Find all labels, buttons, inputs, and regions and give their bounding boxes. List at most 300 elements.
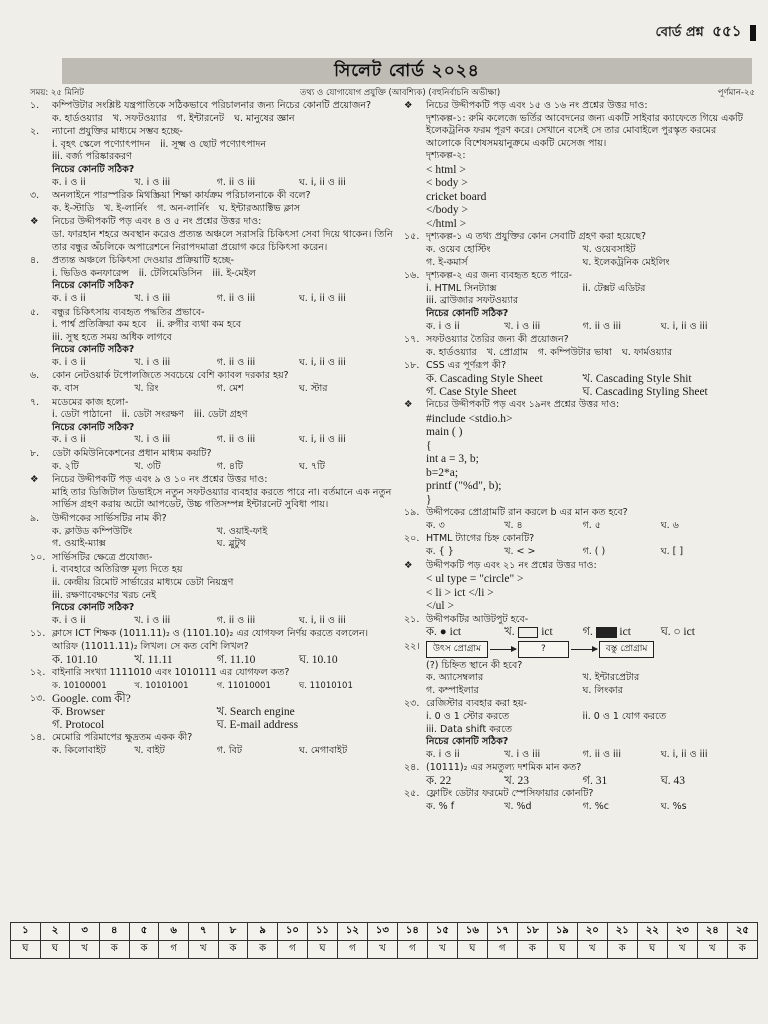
question-1	[30, 100, 395, 125]
question-number: ১৫.	[404, 231, 420, 243]
question-11	[30, 628, 395, 666]
question-text: দৃশ্যকল্প-২ এর জন্য ব্যবহৃত হতে পারে-	[426, 270, 573, 282]
question-number: ১৭.	[404, 334, 420, 346]
statement: ii. টেক্সট এডিটর	[582, 282, 646, 294]
option: ক. Cascading Style Sheet	[426, 373, 543, 385]
option: খ. ই-লার্নিং	[104, 202, 148, 214]
option: ঘ. মানুষের জ্ঞান	[234, 112, 295, 124]
options	[52, 383, 395, 396]
answer-value-cell: ক	[218, 941, 248, 959]
exam-subheader	[30, 86, 755, 99]
option: ক. ই-স্টাডি	[52, 202, 95, 214]
option: ক. ২টি	[52, 460, 79, 472]
statements	[426, 711, 752, 724]
answer-number-cell: ১৫	[427, 923, 457, 941]
code-line: b=2*a;	[426, 466, 459, 479]
answer-number-cell: ২০	[577, 923, 607, 941]
answer-value-cell: ঘ	[11, 941, 41, 959]
code-line: #include <stdio.h>	[426, 412, 513, 425]
answer-value-cell: ঘ	[40, 941, 70, 959]
option: ঘ. [ ]	[660, 546, 684, 558]
option-word: ict	[619, 626, 631, 639]
answer-value-cell: খ	[188, 941, 218, 959]
prompt: নিচের কোনটি সঠিক?	[52, 163, 135, 175]
stimulus-19	[404, 399, 752, 412]
question-text: মেমোরি পরিমাপের ক্ষুদ্রতম একক কী?	[52, 732, 193, 744]
answer-value-cell: ঘ	[637, 941, 667, 959]
code-line: < ul type = "circle" >	[426, 573, 524, 586]
option-word: ict	[449, 626, 462, 639]
question-number: ২৩.	[404, 698, 420, 710]
options	[52, 615, 395, 628]
statement: i. 0 ও 1 স্টোর করতে	[426, 710, 510, 722]
option: ক. i ও ii	[52, 614, 86, 626]
option: গ. ii ও iii	[582, 748, 621, 760]
question-5	[30, 307, 395, 370]
option: গ. ওয়াই-ম্যাক্স	[52, 538, 106, 550]
option: খ. ওয়েবসাইট	[582, 244, 636, 256]
option: গ. ii ও iii	[216, 292, 256, 304]
question-text: (10111)₂ এর সমতুল্য দশমিক মান কত?	[426, 762, 582, 774]
prompt: নিচের কোনটি সঠিক?	[426, 736, 509, 748]
answer-number-cell: ২	[40, 923, 70, 941]
arrow-right-icon	[571, 649, 597, 650]
option: ঘ. i, ii ও iii	[298, 292, 346, 304]
question-19	[404, 507, 752, 532]
option-word: ict	[683, 626, 695, 639]
option: গ. ii ও iii	[216, 356, 256, 368]
option: ঘ. 10.10	[298, 653, 338, 666]
answer-value-cell: ঘ	[457, 941, 487, 959]
code-line: main ( )	[426, 426, 463, 439]
source-program-box: উৎস প্রোগ্রাম	[426, 641, 488, 658]
prompt: নিচের কোনটি সঠিক?	[52, 280, 135, 292]
option: গ. ৪টি	[216, 460, 243, 472]
code-line: cricket board	[426, 190, 487, 203]
question-10	[30, 552, 395, 628]
question-8	[30, 448, 395, 473]
prompt: নিচের কোনটি সঠিক?	[52, 602, 135, 614]
bullet-icon: ❖	[404, 559, 413, 571]
options	[426, 520, 752, 533]
answer-value-cell: খ	[697, 941, 727, 959]
answer-value-cell: ক	[607, 941, 637, 959]
stimulus-label: দৃশ্যকল্প-২:	[426, 150, 466, 162]
option-label: ঘ.	[660, 626, 671, 639]
question-text: CSS এর পূর্ণরূপ কী?	[426, 360, 507, 372]
question-number: ১৯.	[404, 507, 420, 519]
answer-value-cell: ঘ	[307, 941, 337, 959]
statement: iii. Data shift করতে	[426, 723, 513, 735]
statement: iii. ব্রাউজার সফটওয়্যার	[426, 295, 519, 307]
option: ঘ. ৭টি	[298, 460, 325, 472]
stimulus-instruction: উদ্দীপকটি পড় এবং ২১ নং প্রশ্নের উত্তর দাও:	[426, 559, 597, 571]
stimulus-15-16	[404, 100, 752, 163]
c-code-block	[404, 413, 752, 508]
options	[52, 177, 395, 190]
question-24	[404, 762, 752, 787]
option: গ. ii ও iii	[216, 614, 256, 626]
answer-number-cell: ২৪	[697, 923, 727, 941]
answer-number-cell: ৮	[218, 923, 248, 941]
stimulus-21	[404, 560, 752, 573]
question-22	[404, 641, 752, 697]
statements	[52, 268, 395, 281]
option: ক. হার্ডওয়্যার	[52, 112, 103, 124]
question-text: Google. com কী?	[52, 693, 131, 706]
question-number: ২৫.	[404, 788, 420, 800]
option: খ. প্রোগ্রাম	[486, 346, 528, 358]
option: গ. মেশ	[216, 383, 244, 395]
option: গ. ৫	[582, 519, 601, 531]
bullet-icon: ❖	[404, 399, 413, 411]
option: খ. Cascading Style Shit	[582, 373, 692, 385]
answer-number-cell: ১২	[337, 923, 367, 941]
option: খ. Search engine	[216, 705, 295, 718]
option: ঘ. i, ii ও iii	[298, 614, 346, 626]
question-text: উদ্দীপকের সার্ভিসটির নাম কী?	[52, 513, 167, 524]
option: ক. i ও ii	[52, 292, 86, 304]
code-line: < li > ict </li >	[426, 586, 494, 599]
options	[52, 434, 395, 447]
answer-number-cell: ১	[11, 923, 41, 941]
stimulus-body: মাহি তার ডিজিটাল ডিভাইসে নতুন সফটওয়্যার ব্যবহার করতে পারে না। বর্তমানে এক নতুন সার্ভিস গ্রহণ করায় অটো আপডেট, উচ্চ গতিসম্পন্ন ইন্টারনেট সুবিধা পায়।	[52, 486, 392, 511]
statement: ii. ডেটা সংরক্ষণ	[121, 409, 184, 421]
question-text: বন্ধুর চিকিৎসায় ব্যবহৃত পদ্ধতির প্রভাবে-	[52, 306, 205, 318]
answer-number-cell: ২১	[607, 923, 637, 941]
code-line: < body >	[426, 177, 468, 190]
option: ক. 101.10	[52, 653, 98, 666]
answer-value-cell: গ	[397, 941, 427, 959]
statement: ii. রুগীর ব্যথা কম হবে	[156, 319, 242, 331]
question-6	[30, 370, 395, 395]
option: গ. বিট	[216, 744, 243, 756]
option	[504, 626, 582, 639]
option: খ. 10101001	[134, 680, 189, 691]
option-label: খ.	[504, 626, 515, 639]
option	[426, 626, 504, 639]
option-label: গ.	[582, 626, 593, 639]
statement: ii. কেন্দ্রীয় রিমোট সার্ভারের মাধ্যমে ডেটা নিয়ন্ত্রণ	[52, 576, 234, 588]
question-number: ৫.	[30, 306, 40, 318]
option-word: ict	[541, 626, 553, 639]
question-number: ১৪.	[30, 732, 46, 744]
answer-number-cell: ১৯	[547, 923, 577, 941]
option: গ. কম্পাইলার	[426, 684, 479, 696]
question-number: ৯.	[30, 513, 40, 524]
filled-square-icon	[596, 627, 617, 638]
option: ক. 10100001	[52, 680, 107, 691]
answer-value-cell: গ	[337, 941, 367, 959]
code-line: printf ("%d", b);	[426, 480, 502, 493]
question-text: দৃশ্যকল্প-১ এ তথ্য প্রযুক্তির কোন সেবাটি গ্রহণ করা হয়েছে?	[426, 231, 647, 243]
option: গ. Case Style Sheet	[426, 385, 517, 398]
options	[426, 244, 752, 269]
prompt: নিচের কোনটি সঠিক?	[52, 421, 135, 433]
option: ক. কিলোবাইট	[52, 744, 106, 756]
code-line: </html >	[426, 217, 467, 230]
answer-number-cell: ১১	[307, 923, 337, 941]
question-number: ২১.	[404, 613, 420, 625]
question-number: ১৬.	[404, 270, 420, 282]
left-column	[30, 100, 395, 758]
question-number: ৬.	[30, 370, 40, 382]
option: গ. 11.10	[216, 653, 256, 666]
question-text: মডেমের কাজ হলো-	[52, 396, 129, 408]
question-text: কম্পিউটার সংশ্লিষ্ট যন্ত্রপাতিকে সঠিকভাবে পরিচালনার জন্য নিচের কোনটি প্রয়োজন?	[52, 100, 372, 111]
option: ক. ওয়েব হোস্টিং	[426, 244, 491, 256]
page-header	[655, 20, 756, 45]
answer-number-cell: ১৩	[367, 923, 397, 941]
option: খ. %d	[504, 801, 532, 813]
stimulus-instruction: নিচের উদ্দীপকটি পড় এবং ৯ ও ১০ নং প্রশ্নের উত্তর দাও:	[52, 474, 268, 486]
options	[426, 626, 752, 639]
question-18	[404, 360, 752, 398]
answer-number-cell: ২৫	[727, 923, 757, 941]
option: খ. i ও iii	[134, 356, 171, 368]
option: খ. i ও iii	[504, 320, 541, 332]
question-7	[30, 397, 395, 447]
answer-value-cell: ক	[129, 941, 159, 959]
statements	[52, 139, 395, 152]
option: খ. বাইট	[134, 744, 165, 756]
options	[52, 654, 395, 667]
question-text: (?) চিহ্নিত স্থানে কী হবে?	[426, 659, 523, 671]
statement: iii. বর্জ্য পরিষ্কারকরণ	[52, 151, 132, 163]
question-text: ডেটা কমিউনিকেশনের প্রধান মাধ্যম কয়টি?	[52, 448, 212, 460]
option: খ. ৩টি	[134, 460, 161, 472]
unknown-box: ?	[518, 641, 569, 658]
option: ঘ. i, ii ও iii	[660, 320, 708, 332]
empty-square-icon	[518, 627, 539, 638]
answer-value-cell: ক	[99, 941, 129, 959]
option: ঘ. i, ii ও iii	[660, 748, 708, 760]
header-label: বোর্ড প্রশ্ন	[655, 25, 704, 40]
options	[52, 293, 395, 306]
option: ক. 22	[426, 774, 452, 787]
code-line: {	[426, 439, 432, 452]
statements	[426, 283, 752, 296]
option: গ. কম্পিউটার ভাষা	[537, 346, 612, 358]
code-line: < html >	[426, 163, 466, 176]
option: গ. Protocol	[52, 718, 105, 731]
question-2	[30, 126, 395, 189]
question-4	[30, 255, 395, 305]
code-line: int a = 3, b;	[426, 453, 479, 466]
answer-number-cell: ৩	[70, 923, 100, 941]
question-15	[404, 231, 752, 269]
question-text: সার্ভিসটির ক্ষেত্রে প্রযোজ্য-	[52, 551, 153, 563]
option: ক. i ও ii	[52, 434, 86, 446]
option: ক. { }	[426, 546, 454, 558]
answer-number-cell: ৯	[248, 923, 278, 941]
stimulus-9-10	[30, 474, 395, 512]
option: খ. i ও iii	[504, 748, 541, 760]
options	[52, 745, 395, 758]
answer-number-cell: ৫	[129, 923, 159, 941]
arrow-right-icon	[490, 649, 516, 650]
options	[426, 801, 752, 814]
option: ঘ. i, ii ও iii	[298, 176, 346, 188]
options	[52, 706, 395, 731]
option: ক. i ও ii	[52, 356, 86, 368]
option: গ. ii ও iii	[582, 320, 621, 332]
option: গ. ইন্টারনেট	[176, 112, 225, 124]
option: খ. i ও iii	[134, 434, 171, 446]
statement: iii. সুস্থ হতে সময় অধিক লাগবে	[52, 331, 172, 343]
bullet-icon: ❖	[30, 216, 39, 228]
option	[661, 626, 739, 639]
answer-number-row	[11, 923, 758, 941]
option: ঘ. ফার্মওয়্যার	[621, 346, 673, 358]
answer-value-cell: ঘ	[547, 941, 577, 959]
option: ঘ. 11010101	[298, 680, 353, 691]
answer-key-table	[10, 922, 758, 959]
answer-number-cell: ১৬	[457, 923, 487, 941]
question-number: ১১.	[30, 628, 46, 640]
answer-value-cell: খ	[427, 941, 457, 959]
statement: i. বৃহৎ স্কেলে পণ্যোৎপাদন	[52, 138, 151, 150]
option: গ. ই-কমার্স	[426, 256, 468, 268]
option: ঘ. ইন্টারঅ্যাক্টিভ ক্লাস	[219, 202, 301, 214]
answer-number-cell: ১০	[277, 923, 307, 941]
question-9	[30, 513, 395, 551]
option: ক. ক্লাউড কম্পিউটিং	[52, 525, 133, 537]
code-line: }	[426, 493, 432, 506]
option: ঘ. মেগাবাইট	[298, 744, 348, 756]
statement: iii. রক্ষণাবেক্ষণের খরচ নেই	[52, 589, 157, 601]
option: খ. i ও iii	[134, 614, 171, 626]
option: ক. i ও ii	[52, 176, 86, 188]
options	[52, 113, 395, 126]
prompt: নিচের কোনটি সঠিক?	[426, 308, 509, 320]
option: খ. ৪	[504, 519, 523, 531]
question-text: প্রত্যন্ত অঞ্চলে চিকিৎসা দেওয়ার প্রক্রিয়াটি হচ্ছে-	[52, 255, 235, 267]
answer-value-cell: খ	[667, 941, 697, 959]
question-number: ১২.	[30, 667, 46, 679]
statement: ii. 0 ও 1 যোগ করতে	[582, 710, 667, 722]
answer-value-cell: গ	[487, 941, 517, 959]
translation-flow-diagram	[426, 641, 752, 658]
answer-number-cell: ১৭	[487, 923, 517, 941]
option: খ. i ও iii	[134, 176, 171, 188]
question-17	[404, 334, 752, 359]
question-21	[404, 614, 752, 639]
question-text: অনলাইনে পারস্পরিক মিথস্ক্রিয়া শিক্ষা কার্যক্রম পরিচালনাকে কী বলে?	[52, 190, 311, 202]
options	[52, 461, 395, 474]
option: খ. i ও iii	[134, 292, 171, 304]
option: ঘ. E-mail address	[216, 718, 299, 731]
option: গ. %c	[582, 801, 609, 813]
answer-value-cell: ক	[727, 941, 757, 959]
option: ক. i ও ii	[426, 320, 460, 332]
option: ক. অ্যাসেম্বলার	[426, 672, 484, 684]
statement: i. HTML সিনট্যাক্স	[426, 282, 497, 294]
stimulus-body: ডা. ফারহান শহরে অবস্থান করেও প্রত্যন্ত অঞ্চলে সরাসরি চিকিৎসা সেবা দিয়ে থাকেন। তিনি তার বন্ধুর অঁচলিকে অপারেশনে নিরাপদমাত্রা প্রয়োগ করে চিকিৎসা করেন।	[52, 228, 393, 253]
exam-time: সময়: ২৫ মিনিট	[30, 88, 84, 98]
answer-value-cell: ক	[517, 941, 547, 959]
board-title: সিলেট বোর্ড ২০২৪	[62, 58, 752, 84]
question-13	[30, 693, 395, 731]
option: ঘ. ৬	[660, 519, 679, 531]
answer-number-cell: ২২	[637, 923, 667, 941]
option: গ. ( )	[582, 546, 606, 558]
object-program-box: বস্তু প্রোগ্রাম	[599, 641, 655, 658]
statement: ii. টেলিমেডিসিন	[138, 267, 203, 279]
options	[426, 373, 752, 398]
prompt: নিচের কোনটি সঠিক?	[52, 344, 135, 356]
option: গ. 31	[582, 774, 608, 787]
option: গ. ii ও iii	[216, 176, 256, 188]
statements	[52, 409, 395, 422]
option: গ. 11010001	[216, 680, 271, 691]
answer-value-cell: খ	[577, 941, 607, 959]
option: ক. ৩	[426, 519, 445, 531]
question-23	[404, 698, 752, 761]
question-14	[30, 732, 395, 757]
option: খ. ইন্টারপ্রেটার	[582, 672, 640, 684]
bullet-icon: ❖	[30, 474, 39, 486]
question-text: ফ্লোটিং ডেটার ফরমেট স্পেসিফায়ার কোনটি?	[426, 788, 594, 800]
option: ঘ. 43	[660, 774, 686, 787]
options	[426, 672, 752, 697]
question-12	[30, 667, 395, 692]
question-text: বাইনারি সংখ্যা 1111010 এবং 1010111 এর যোগফল কত?	[52, 667, 290, 679]
statement: iii. ই-মেইল	[212, 267, 256, 279]
answer-value-cell: গ	[277, 941, 307, 959]
question-number: ১৮.	[404, 360, 420, 372]
question-number: ৪.	[30, 255, 40, 267]
stimulus-body: দৃশ্যকল্প-১: রুমি কলেজে ভর্তির আবেদনের জন্য একটি সাইবার ক্যাফেতে গিয়ে একটি ইলেকট্রনিক ফরম পূরণ করে। সেখানে বসেই সে তার মোবাইলে পুরস্কৃত করমের আলোকে বিশেষসময়ানুক্রমে একটি মেসেজ পায়।	[426, 112, 743, 149]
question-number: ৮.	[30, 448, 40, 460]
question-number: ২২।	[404, 640, 420, 652]
question-number: ১৩.	[30, 693, 46, 705]
question-number: ৭.	[30, 396, 40, 408]
option: ক. % f	[426, 801, 455, 813]
question-20	[404, 533, 752, 558]
option: ঘ. i, ii ও iii	[298, 356, 346, 368]
stimulus-instruction: নিচের উদ্দীপকটি পড় এবং ১৯নং প্রশ্নের উত্তর দাও:	[426, 399, 620, 411]
code-line: </ul >	[426, 600, 454, 613]
answer-number-cell: ২৩	[667, 923, 697, 941]
header-bar	[750, 25, 756, 41]
question-text: উদ্দীপকের প্রোগ্রামটি রান করলে b এর মান কত হবে?	[426, 507, 628, 519]
answer-value-cell: ক	[248, 941, 278, 959]
options	[426, 321, 752, 334]
page-number: ৫৫১	[712, 22, 742, 40]
answer-number-cell: ৭	[188, 923, 218, 941]
html-code-block	[404, 164, 752, 232]
option: খ. 11.11	[134, 653, 173, 666]
option: গ. ii ও iii	[216, 434, 256, 446]
option: ঘ. %s	[660, 801, 687, 813]
option: গ. অন-লার্নিং	[157, 202, 210, 214]
option: ঘ. i, ii ও iii	[298, 434, 346, 446]
option: খ. সফটওয়্যার	[112, 112, 167, 124]
option: ঘ. লিংকার	[582, 684, 623, 696]
question-number: ২.	[30, 126, 40, 138]
option: ক. হার্ডওয়্যার	[426, 346, 477, 358]
answer-number-cell: ৬	[159, 923, 189, 941]
question-text: কোন নেটওয়ার্ক টপোলজিতে সবচেয়ে বেশি ক্যাবল দরকার হয়?	[52, 370, 289, 382]
option: ঘ. স্টার	[298, 383, 328, 395]
answer-number-cell: ১৪	[397, 923, 427, 941]
answer-value-cell: খ	[367, 941, 397, 959]
statement: i. পার্শ্ব প্রতিক্রিয়া কম হবে	[52, 319, 147, 331]
question-number: ২০.	[404, 533, 420, 545]
answer-value-row	[11, 941, 758, 959]
question-number: ১০.	[30, 551, 46, 563]
